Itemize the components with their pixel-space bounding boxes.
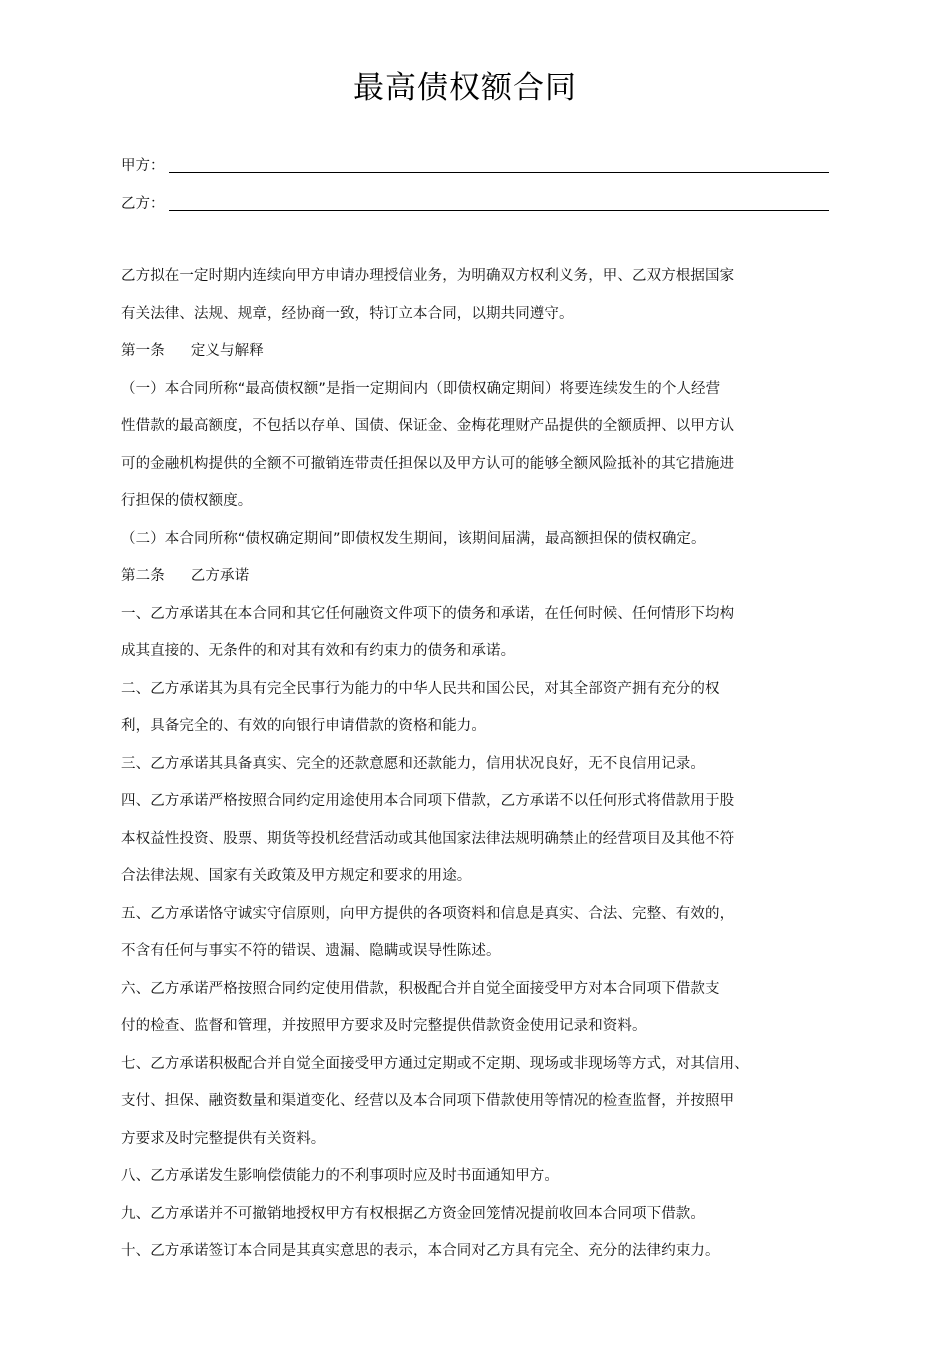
paragraph-line: 可的金融机构提供的全额不可撤销连带责任担保以及甲方认可的能够全额风险抵补的其它措施进 [121, 455, 735, 472]
party-a-blank-line [169, 152, 829, 173]
paragraph-line: 支付、担保、融资数量和渠道变化、经营以及本合同项下借款使用等情况的检查监督，并按照甲 [121, 1093, 735, 1109]
paragraph-line: 五、乙方承诺恪守诚实守信原则，向甲方提供的各项资料和信息是真实、合法、完整、有效的， [121, 905, 735, 922]
paragraph-line: （二）本合同所称“债权确定期间”即债权发生期间，该期间届满，最高额担保的债权确定。 [121, 530, 706, 547]
party-b-label: 乙方： [121, 196, 165, 212]
paragraph-line: 成其直接的、无条件的和对其有效和有约束力的债务和承诺。 [121, 643, 516, 659]
article-heading [121, 333, 761, 371]
paragraph-line: 利，具备完全的、有效的向银行申请借款的资格和能力。 [121, 718, 486, 734]
party-b-row [121, 190, 829, 214]
paragraph-line: 合法律法规、国家有关政策及甲方规定和要求的用途。 [121, 868, 472, 884]
article-number: 第二条 [121, 568, 165, 584]
paragraph-line: 一、乙方承诺其在本合同和其它任何融资文件项下的债务和承诺，在任何时候、任何情形下均构 [121, 605, 735, 622]
paragraph-line: 二、乙方承诺其为具有完全民事行为能力的中华人民共和国公民，对其全部资产拥有充分的权 [121, 680, 720, 697]
contract-body [121, 258, 761, 1271]
paragraph-line: 不含有任何与事实不符的错误、遗漏、隐瞒或误导性陈述。 [121, 943, 501, 959]
page-title: 最高债权额合同 [353, 70, 577, 106]
paragraph-line: （一）本合同所称“最高债权额”是指一定期间内（即债权确定期间）将要连续发生的个人经营 [121, 380, 721, 397]
paragraph-line: 乙方拟在一定时期内连续向甲方申请办理授信业务，为明确双方权利义务，甲、乙双方根据国家 [121, 268, 735, 284]
article-number: 第一条 [121, 343, 165, 359]
paragraph-line: 六、乙方承诺严格按照合同约定使用借款，积极配合并自觉全面接受甲方对本合同项下借款支 [121, 980, 720, 997]
article-heading [121, 558, 761, 596]
paragraph-line: 方要求及时完整提供有关资料。 [121, 1130, 326, 1147]
paragraph-line: 八、乙方承诺发生影响偿债能力的不利事项时应及时书面通知甲方。 [121, 1168, 559, 1184]
paragraph-line: 性借款的最高额度，不包括以存单、国债、保证金、金梅花理财产品提供的全额质押、以甲方认 [121, 418, 735, 434]
paragraph-line: 本权益性投资、股票、期货等投机经营活动或其他国家法律法规明确禁止的经营项目及其他不符 [121, 830, 735, 847]
paragraph-line: 三、乙方承诺其具备真实、完全的还款意愿和还款能力，信用状况良好，无不良信用记录。 [121, 755, 705, 772]
paragraph-line: 十、乙方承诺签订本合同是其真实意思的表示，本合同对乙方具有完全、充分的法律约束力。 [121, 1243, 720, 1259]
paragraph-line: 行担保的债权额度。 [121, 493, 253, 509]
paragraph-line: 付的检查、监督和管理，并按照甲方要求及时完整提供借款资金使用记录和资料。 [121, 1018, 647, 1034]
article-title: 定义与解释 [190, 343, 264, 359]
paragraph-line: 四、乙方承诺严格按照合同约定用途使用本合同项下借款，乙方承诺不以任何形式将借款用于股 [121, 793, 735, 809]
paragraph-line: 有关法律、法规、规章，经协商一致，特订立本合同，以期共同遵守。 [121, 305, 574, 322]
paragraph-line: 七、乙方承诺积极配合并自觉全面接受甲方通过定期或不定期、现场或非现场等方式，对其信用、 [121, 1055, 749, 1072]
party-a-row [121, 152, 829, 176]
paragraph-line: 九、乙方承诺并不可撤销地授权甲方有权根据乙方资金回笼情况提前收回本合同项下借款。 [121, 1205, 705, 1222]
party-b-blank-line [169, 190, 829, 211]
party-a-label: 甲方： [121, 158, 165, 174]
article-title: 乙方承诺 [190, 568, 250, 584]
